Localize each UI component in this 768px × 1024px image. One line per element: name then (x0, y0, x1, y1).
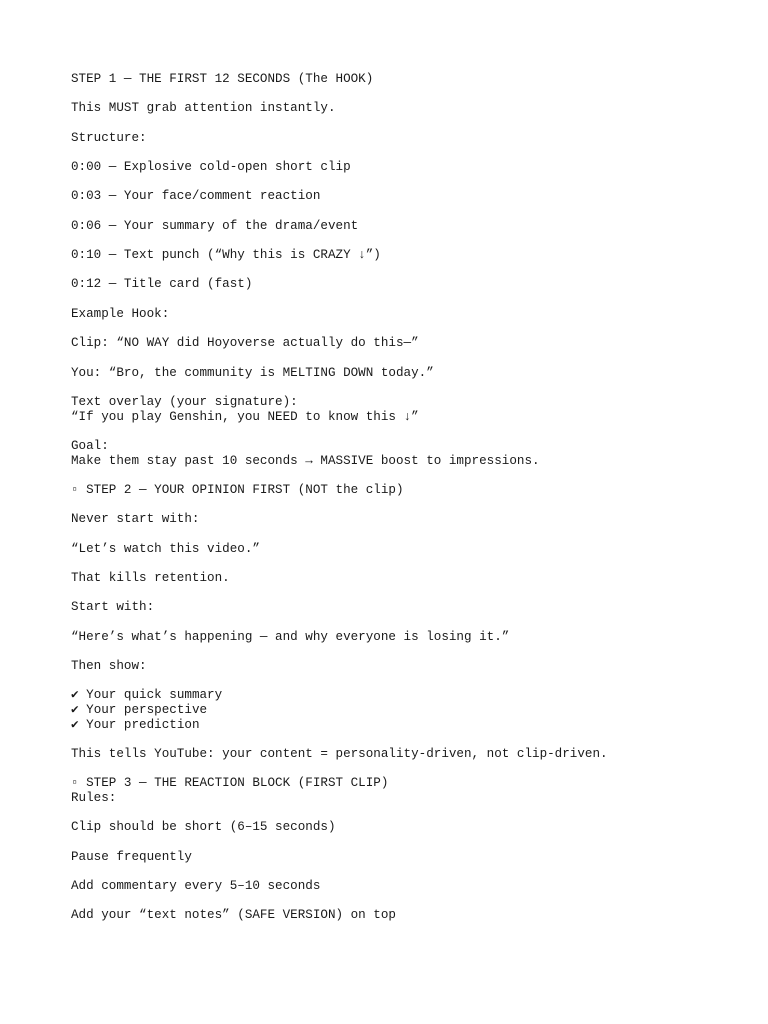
text-line: Goal: (71, 439, 109, 453)
text-line: Make them stay past 10 seconds → MASSIVE boost to impressions. (71, 454, 540, 468)
text-line: 0:10 — Text punch (“Why this is CRAZY ↓”) (71, 248, 381, 262)
text-line: This tells YouTube: your content = personality-driven, not clip-driven. (71, 747, 608, 761)
text-line: Then show: (71, 659, 147, 673)
text-line: You: “Bro, the community is MELTING DOWN today.” (71, 366, 434, 380)
step-1-heading: STEP 1 — THE FIRST 12 SECONDS (The HOOK) (71, 72, 374, 86)
text-line: Clip should be short (6–15 seconds) (71, 820, 336, 834)
text-line: Pause frequently (71, 850, 192, 864)
checklist-item: ✔ Your perspective (71, 703, 208, 717)
text-line: This MUST grab attention instantly. (71, 101, 336, 115)
checklist-item: ✔ Your prediction (71, 718, 200, 732)
text-line: Start with: (71, 600, 155, 614)
text-line: 0:03 — Your face/comment reaction (71, 189, 321, 203)
text-line: “Let’s watch this video.” (71, 542, 260, 556)
text-line: 0:00 — Explosive cold-open short clip (71, 160, 351, 174)
text-line: Text overlay (your signature): (71, 395, 298, 409)
text-line: Example Hook: (71, 307, 170, 321)
text-line: Add your “text notes” (SAFE VERSION) on top (71, 908, 396, 922)
text-line: 0:06 — Your summary of the drama/event (71, 219, 359, 233)
text-line: Rules: (71, 791, 117, 805)
checklist-item: ✔ Your quick summary (71, 688, 223, 702)
step-2-heading: ▫ STEP 2 — YOUR OPINION FIRST (NOT the clip) (71, 483, 404, 497)
text-line: Add commentary every 5–10 seconds (71, 879, 321, 893)
text-line: “If you play Genshin, you NEED to know this ↓” (71, 410, 419, 424)
text-line: Clip: “NO WAY did Hoyoverse actually do this—” (71, 336, 419, 350)
text-line: “Here’s what’s happening — and why everyone is losing it.” (71, 630, 510, 644)
text-line: 0:12 — Title card (fast) (71, 277, 253, 291)
text-line: Never start with: (71, 512, 200, 526)
text-line: That kills retention. (71, 571, 230, 585)
step-3-heading: ▫ STEP 3 — THE REACTION BLOCK (FIRST CLIP) (71, 776, 389, 790)
text-line: Structure: (71, 131, 147, 145)
